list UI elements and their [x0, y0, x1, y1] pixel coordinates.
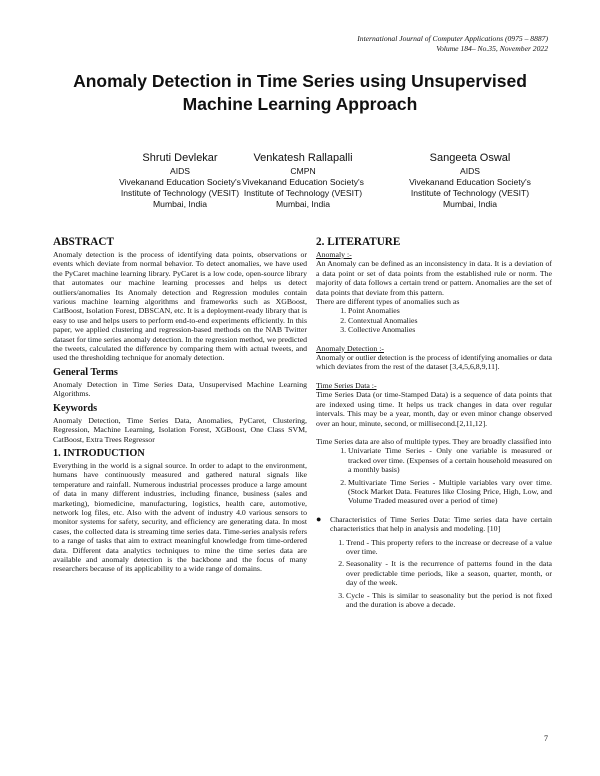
author-location: Mumbai, India: [276, 199, 330, 209]
left-column: [53, 236, 307, 574]
author-org: Vivekanand Education Society's: [409, 177, 531, 187]
introduction-heading: 1. INTRODUCTION: [53, 447, 145, 459]
time-series-types-intro: Time Series data are also of multiple types. They are broadly classified into: [316, 436, 552, 446]
general-terms-heading: General Terms: [53, 366, 118, 378]
author-3: [385, 151, 555, 210]
author-2: [218, 151, 388, 210]
journal-line-1: International Journal of Computer Applications (0975 – 8887): [357, 34, 548, 43]
list-item: 2. Contextual Anomalies: [348, 316, 552, 325]
list-item: 1. Point Anomalies: [348, 306, 552, 315]
anomaly-detection-text: Anomaly or outlier detection is the process of identifying anomalies or data which deviates from the rest of the dataset [3,4,5,6,8,9,11].: [316, 353, 552, 372]
author-dept: AIDS: [169, 166, 191, 176]
list-item: 2. Seasonality - It is the recurrence of patterns found in the data over predictable time periods, like a season, quarter, month, or day of the week.: [346, 559, 552, 587]
author-org: Vivekanand Education Society's: [119, 177, 241, 187]
abstract-heading: ABSTRACT: [53, 236, 114, 248]
page-number: 7: [544, 734, 548, 743]
keywords-text: Anomaly Detection, Time Series Data, Anomalies, PyCaret, Clustering, Regression, Machine Learning, Isolation Forest, XGBoost, One Class SVM, CatBoost, Extra Trees Regressor: [53, 415, 307, 444]
author-location: Mumbai, India: [153, 199, 207, 209]
list-item: 1. Trend - This property refers to the increase or decrease of a value over time.: [346, 538, 552, 557]
author-location: Mumbai, India: [443, 199, 497, 209]
author-name: Shruti Devlekar: [142, 152, 218, 164]
author-dept: AIDS: [459, 166, 481, 176]
anomaly-detection-label: Anomaly Detection :-: [316, 343, 384, 353]
bullet-icon: ●: [316, 513, 322, 524]
author-inst: Institute of Technology (VESIT): [120, 188, 240, 198]
abstract-text: Anomaly detection is the process of identifying data points, observations or events which deviate from normal behavior. To detect anomalies, we have used the PyCaret machine learning library. PyCaret is a low code, open-source library that automates our machine learning processes and helps us detect outliers/anomalies Its Anomaly detection and Regression modules contain various machine learning algorithms and frameworks such as XGBoost, CatBoost, Isolation Forest, DBSCAN, etc. It is a deployment-ready library that is easy to use and helps users to perform end-to-end experiments efficiently. In this paper, we applied clustering and regression-based methods on the NAB Twitter dataset for time series anomaly detection. In the regression method, we predicted the tweets, calculated the difference by comparing them with actual tweets, and used the thresholding technique for anomaly detection.: [53, 250, 307, 363]
characteristics-list: [316, 538, 552, 610]
general-terms-text: Anomaly Detection in Time Series Data, Unsupervised Machine Learning Algorithms.: [53, 379, 307, 399]
characteristics-bullet: [316, 515, 552, 534]
anomaly-label: Anomaly :-: [316, 250, 352, 259]
list-item: 3. Cycle - This is similar to seasonality but the period is not fixed and the duration is above a decade.: [346, 591, 552, 610]
characteristics-text: Characteristics of Time Series Data: Time series data have certain characteristics that help in analysis and modeling. [10]: [330, 514, 552, 534]
title-line-2: Machine Learning Approach: [182, 94, 418, 114]
author-org: Vivekanand Education Society's: [242, 177, 364, 187]
paper-title: [40, 70, 560, 116]
author-dept: CMPN: [290, 166, 316, 176]
author-name: Sangeeta Oswal: [429, 152, 511, 164]
author-inst: Institute of Technology (VESIT): [243, 188, 363, 198]
title-line-1: Anomaly Detection in Time Series using Unsupervised: [73, 71, 527, 91]
list-item: 1. Univariate Time Series - Only one variable is measured or tracked over time. (Expenses of a certain household measured on a monthly basis): [348, 446, 552, 474]
introduction-text: Everything in the world is a signal source. In order to adapt to the environment, humans have continuously measured and gathered natural signals like temperature and rainfall. Numerous industrial processes produce a large amount of data in many different industries, including finance, business (sales and marketing), biomedicine, manufacturing, logistics, health care, automotive, network log files, etc. Also with the advent of industry 4.0 various sensors to monitor systems for safety, security, and efficiency are generating data. In most cases, the collected data is streaming time series data. Time-series analysis refers to a range of tasks that aim to extract meaningful knowledge from time-ordered data. Different data analytics techniques to mine the time series data are available and anomaly detection is the backbone and the focus of many researchers because of its applicability to a wide range of domains.: [53, 460, 307, 574]
literature-heading: 2. LITERATURE: [316, 236, 401, 248]
journal-header: [357, 34, 548, 53]
author-inst: Institute of Technology (VESIT): [410, 188, 530, 198]
time-series-label: Time Series Data :-: [316, 380, 377, 390]
author-name: Venkatesh Rallapalli: [253, 152, 353, 164]
right-column: [316, 236, 552, 612]
anomaly-types-intro: There are different types of anomalies such as: [316, 297, 460, 307]
list-item: 2. Multivariate Time Series - Multiple variables vary over time. (Stock Market Data. Features like Closing Price, High, Low, and Volume Traded measured over a period of time): [348, 478, 552, 506]
anomaly-text: An Anomaly can be defined as an inconsistency in data. It is a deviation of a data point or set of data points from the established rule or norm. The majority of data follows a certain trend or pattern. Anomalies are the set of data points that deviate from this pattern.: [316, 259, 552, 297]
keywords-heading: Keywords: [53, 402, 98, 414]
time-series-text: Time Series Data (or time-Stamped Data) is a sequence of data points that are indexed using time. It helps us track changes in data over regular intervals. This may be a year, month, day or even minor change observed over an hour, minute, second, or millisecond.[2,11,12].: [316, 390, 552, 428]
list-item: 3. Collective Anomalies: [348, 325, 552, 334]
journal-line-2: Volume 184– No.35, November 2022: [436, 43, 548, 53]
time-series-types-list: [316, 446, 552, 505]
anomaly-types-list: [316, 306, 552, 334]
